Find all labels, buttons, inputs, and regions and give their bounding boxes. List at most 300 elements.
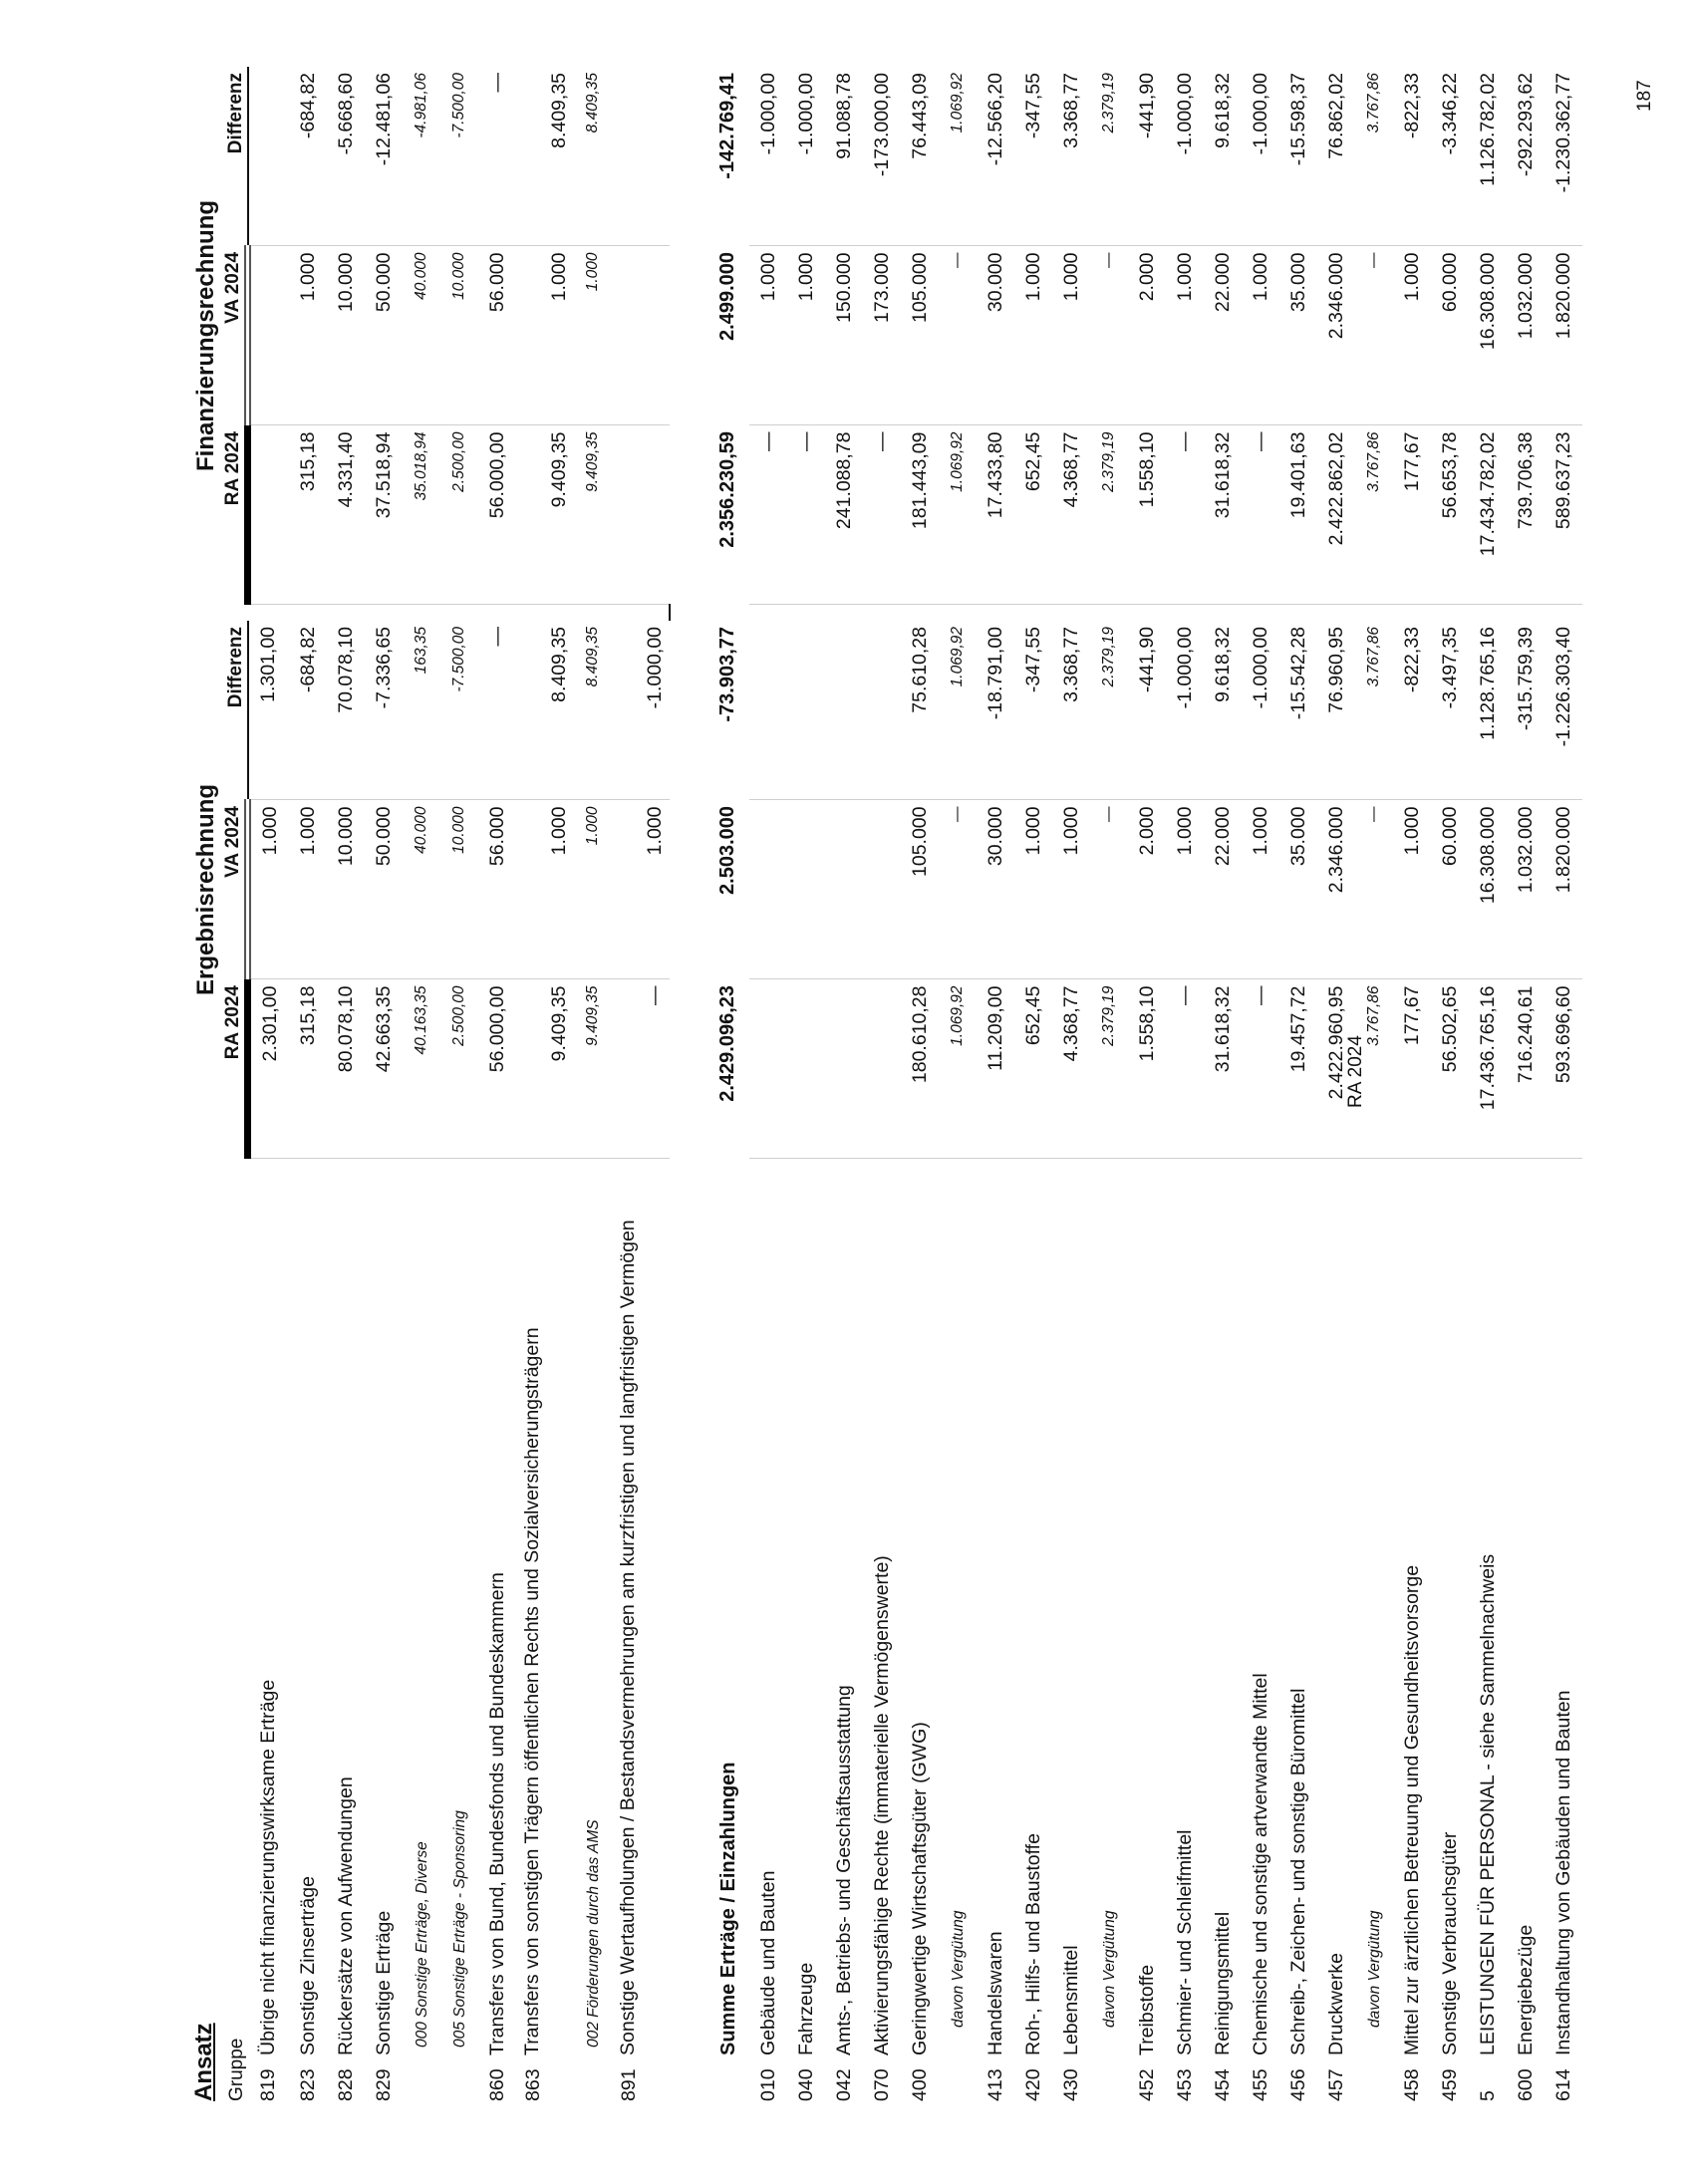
cell-f-va: — xyxy=(1355,246,1393,425)
row-label: davon Vergütung xyxy=(949,1910,967,2028)
ergebnis-header: Ergebnisrechnung xyxy=(192,783,219,996)
row-code xyxy=(670,2055,749,2101)
cell-f-diff: -1.000,00 xyxy=(787,67,825,246)
cell-e-diff: -315.759,39 xyxy=(1507,621,1545,800)
cell-e-va: 1.000 xyxy=(1014,800,1052,979)
row-code xyxy=(1355,2055,1393,2101)
cell-e-ra: 2.422.960,95 xyxy=(1317,979,1355,1159)
table-row xyxy=(1128,67,1166,2101)
cell-e-ra: 177,67 xyxy=(1393,979,1431,1159)
f-ra-header: RA 2024 xyxy=(220,425,248,605)
cell-f-diff: 91.088,78 xyxy=(825,67,863,246)
row-label: Gebäude und Bauten xyxy=(756,1870,779,2055)
cell-f-ra: 739.706,38 xyxy=(1507,425,1545,605)
cell-e-va: 105.000 xyxy=(901,800,939,979)
row-label: 000 Sonstige Erträge, Diverse xyxy=(413,1841,430,2048)
cell-e-diff: 1.301,00 xyxy=(248,621,290,800)
cell-f-ra: — xyxy=(863,425,901,605)
cell-f-ra: 241.088,78 xyxy=(825,425,863,605)
cell-f-diff: 1.069,92 xyxy=(939,67,977,246)
cell-e-ra: 2.429.096,23 xyxy=(716,985,738,1102)
cell-f-diff: -5.668,60 xyxy=(327,67,365,246)
cell-f-va: 50.000 xyxy=(365,246,403,425)
row-code: 042 xyxy=(832,2068,855,2101)
cell-f-va xyxy=(248,246,290,425)
cell-f-ra: 2.379,19 xyxy=(1090,425,1128,605)
table-row xyxy=(403,67,440,2101)
row-code: 453 xyxy=(1173,2068,1196,2101)
cell-f-ra: 589.637,23 xyxy=(1545,425,1582,605)
table-row xyxy=(749,67,787,2101)
row-code xyxy=(440,2055,478,2101)
page-number: 187 xyxy=(1634,80,1655,112)
cell-e-va: 10.000 xyxy=(327,800,365,979)
cell-f-diff: 1.126.782,02 xyxy=(1469,67,1507,246)
cell-f-ra: — xyxy=(1242,425,1279,605)
table-row xyxy=(901,67,939,2101)
table-row xyxy=(1545,67,1582,2101)
cell-e-va: — xyxy=(939,800,977,979)
cell-e-va xyxy=(825,800,863,979)
cell-f-va: 1.000 xyxy=(574,246,612,425)
cell-e-ra: 42.663,35 xyxy=(365,979,403,1159)
cell-f-diff: 8.409,35 xyxy=(516,67,574,246)
row-label: 005 Sonstige Erträge - Sponsoring xyxy=(450,1810,468,2048)
cell-f-diff: -347,55 xyxy=(1014,67,1052,246)
finanzierung-header: Finanzierungsrechnung xyxy=(192,199,219,471)
row-label: LEISTUNGEN FÜR PERSONAL - siehe Sammelnachweis xyxy=(1476,1553,1499,2055)
cell-f-va: 1.000 xyxy=(1393,246,1431,425)
row-label: Lebensmittel xyxy=(1059,1945,1082,2055)
cell-f-ra: 31.618,32 xyxy=(1204,425,1242,605)
row-label: Roh-, Hilfs- und Baustoffe xyxy=(1021,1833,1044,2055)
cell-f-va xyxy=(612,246,670,425)
cell-f-diff: -292.293,62 xyxy=(1507,67,1545,246)
cell-f-va: 1.000 xyxy=(749,246,787,425)
cell-e-diff: -15.542,28 xyxy=(1279,621,1317,800)
row-label: davon Vergütung xyxy=(1365,1910,1383,2028)
cell-e-diff: 163,35 xyxy=(403,621,440,800)
cell-e-diff: 8.409,35 xyxy=(574,621,612,800)
cell-e-ra: 3.767,86 xyxy=(1355,979,1393,1159)
cell-f-diff xyxy=(248,67,290,246)
cell-f-ra: 17.433,80 xyxy=(977,425,1014,605)
row-code: 5 xyxy=(1476,2090,1499,2101)
table-row xyxy=(977,67,1014,2101)
cell-f-ra: 177,67 xyxy=(1393,425,1431,605)
cell-e-diff xyxy=(825,621,863,800)
row-label: Sonstige Zinserträge xyxy=(296,1876,319,2055)
cell-e-va: 30.000 xyxy=(977,800,1014,979)
row-label: Schmier- und Schleifmittel xyxy=(1173,1829,1196,2055)
cell-f-ra: 2.356.230,59 xyxy=(716,430,738,548)
budget-table xyxy=(172,67,1582,2101)
cell-f-ra: 2.500,00 xyxy=(440,425,478,605)
cell-e-ra: 180.610,28 xyxy=(901,979,939,1159)
cell-f-diff: -684,82 xyxy=(289,67,327,246)
cell-e-va: 56.000 xyxy=(478,800,516,979)
cell-e-ra: 9.409,35 xyxy=(574,979,612,1159)
cell-e-diff: -7.336,65 xyxy=(365,621,403,800)
cell-f-diff: -7.500,00 xyxy=(440,67,478,246)
cell-e-ra: 2.301,00 xyxy=(248,979,290,1159)
cell-f-diff: 3.767,86 xyxy=(1355,67,1393,246)
table-row xyxy=(612,67,670,2101)
table-row xyxy=(1052,67,1090,2101)
cell-e-diff: 8.409,35 xyxy=(516,621,574,800)
cell-f-va: 1.000 xyxy=(1242,246,1279,425)
cell-e-ra xyxy=(749,979,787,1159)
table-row xyxy=(1242,67,1279,2101)
row-code: 819 xyxy=(256,2068,279,2101)
cell-e-diff: -1.000,00 xyxy=(1166,621,1204,800)
table-row xyxy=(825,67,863,2101)
cell-e-va: 16.308.000 xyxy=(1469,800,1507,979)
cell-f-ra: 9.409,35 xyxy=(574,425,612,605)
f-diff-header: Differenz xyxy=(220,67,248,246)
cell-f-va: — xyxy=(1090,246,1128,425)
cell-e-ra: 31.618,32 xyxy=(1204,979,1242,1159)
row-code: 452 xyxy=(1135,2068,1158,2101)
row-code: 430 xyxy=(1059,2068,1082,2101)
table-row xyxy=(478,67,516,2101)
cell-e-ra: 19.457,72 xyxy=(1279,979,1317,1159)
row-code: 860 xyxy=(485,2068,508,2101)
cell-f-diff: -1.230.362,77 xyxy=(1545,67,1582,246)
cell-f-diff: 76.443,09 xyxy=(901,67,939,246)
cell-f-va: 173.000 xyxy=(863,246,901,425)
cell-e-diff: — xyxy=(478,621,516,800)
f-va-header: VA 2024 xyxy=(220,246,248,425)
table-row xyxy=(863,67,901,2101)
cell-e-va: 1.000 xyxy=(248,800,290,979)
cell-e-ra: 11.209,00 xyxy=(977,979,1014,1159)
cell-e-ra xyxy=(825,979,863,1159)
table-row xyxy=(1469,67,1507,2101)
cell-f-ra xyxy=(248,425,290,605)
cell-f-va: 2.346.000 xyxy=(1317,246,1355,425)
cell-e-diff: -1.000,00 xyxy=(612,621,670,800)
ansatz-title: Ansatz xyxy=(190,2023,217,2101)
row-code: 459 xyxy=(1438,2068,1461,2101)
table-row xyxy=(939,67,977,2101)
cell-f-diff: -822,33 xyxy=(1393,67,1431,246)
cell-e-ra: 2.379,19 xyxy=(1090,979,1128,1159)
cell-e-va: 1.000 xyxy=(1393,800,1431,979)
table-row xyxy=(516,67,574,2101)
cell-f-va: 30.000 xyxy=(977,246,1014,425)
cell-e-diff: -73.903,77 xyxy=(716,626,738,722)
cell-e-va: — xyxy=(1090,800,1128,979)
cell-e-diff xyxy=(749,621,787,800)
row-code: 400 xyxy=(908,2068,931,2101)
row-label: Transfers von sonstigen Trägern öffentlichen Rechts und Sozialversicherungsträgern xyxy=(521,1327,543,2055)
cell-e-va: 50.000 xyxy=(365,800,403,979)
cell-e-ra: 1.069,92 xyxy=(939,979,977,1159)
row-code: 454 xyxy=(1211,2068,1234,2101)
table-row xyxy=(1431,67,1469,2101)
cell-e-ra: 1.558,10 xyxy=(1128,979,1166,1159)
cell-f-va: 150.000 xyxy=(825,246,863,425)
cell-f-va: 1.000 xyxy=(516,246,574,425)
cell-f-ra: 56.000,00 xyxy=(478,425,516,605)
row-code xyxy=(403,2055,440,2101)
cell-f-va: 2.000 xyxy=(1128,246,1166,425)
cell-f-diff: 2.379,19 xyxy=(1090,67,1128,246)
cell-f-ra: — xyxy=(787,425,825,605)
row-code: 010 xyxy=(756,2068,779,2101)
cell-e-ra: 80.078,10 xyxy=(327,979,365,1159)
cell-f-va: 1.000 xyxy=(1052,246,1090,425)
cell-e-ra: 56.000,00 xyxy=(478,979,516,1159)
row-code: 863 xyxy=(522,2068,544,2101)
cell-f-ra: — xyxy=(749,425,787,605)
ansatz-header xyxy=(172,1159,220,2101)
row-code xyxy=(939,2055,977,2101)
table-row xyxy=(670,67,749,2101)
row-code xyxy=(1090,2055,1128,2101)
row-code: 070 xyxy=(870,2068,893,2101)
cell-e-diff: -441,90 xyxy=(1128,621,1166,800)
cell-e-va: 60.000 xyxy=(1431,800,1469,979)
cell-e-va xyxy=(787,800,825,979)
row-code: 829 xyxy=(372,2068,395,2101)
cell-e-ra xyxy=(787,979,825,1159)
cell-f-ra: — xyxy=(1166,425,1204,605)
cell-f-va: 105.000 xyxy=(901,246,939,425)
cell-f-va: 16.308.000 xyxy=(1469,246,1507,425)
cell-e-va: 22.000 xyxy=(1204,800,1242,979)
cell-e-va: 1.000 xyxy=(516,800,574,979)
row-code: 458 xyxy=(1400,2068,1423,2101)
cell-f-diff: — xyxy=(478,67,516,246)
row-label: Energiebezüge xyxy=(1514,1924,1537,2055)
cell-e-va: 1.000 xyxy=(612,800,670,979)
cell-f-ra: 17.434.782,02 xyxy=(1469,425,1507,605)
cell-e-va: 1.820.000 xyxy=(1545,800,1582,979)
row-code: 823 xyxy=(296,2068,319,2101)
cell-f-ra: 9.409,35 xyxy=(516,425,574,605)
cell-e-diff: 70.078,10 xyxy=(327,621,365,800)
row-label: Treibstoffe xyxy=(1135,1964,1158,2055)
cell-e-va: 1.000 xyxy=(1166,800,1204,979)
cell-e-va: — xyxy=(1355,800,1393,979)
row-label: Transfers von Bund, Bundesfonds und Bundeskammern xyxy=(485,1572,508,2055)
table-row xyxy=(574,67,612,2101)
cell-e-diff xyxy=(787,621,825,800)
cell-f-va: 1.032.000 xyxy=(1507,246,1545,425)
cell-e-diff: -822,33 xyxy=(1393,621,1431,800)
cell-e-diff: -684,82 xyxy=(289,621,327,800)
cell-f-va: 60.000 xyxy=(1431,246,1469,425)
cell-f-diff: -15.598,37 xyxy=(1279,67,1317,246)
row-label: Schreib-, Zeichen- und sonstige Büromittel xyxy=(1286,1688,1309,2055)
row-label: davon Vergütung xyxy=(1100,1910,1118,2028)
table-row xyxy=(440,67,478,2101)
row-label: Reinigungsmittel xyxy=(1211,1911,1234,2055)
cell-e-va: 10.000 xyxy=(440,800,478,979)
table-row xyxy=(1507,67,1545,2101)
cell-f-va: 10.000 xyxy=(440,246,478,425)
cell-f-diff: 9.618,32 xyxy=(1204,67,1242,246)
cell-e-ra: 593.696,60 xyxy=(1545,979,1582,1159)
cell-f-diff: -3.346,22 xyxy=(1431,67,1469,246)
cell-e-diff: -7.500,00 xyxy=(440,621,478,800)
cell-f-diff: -142.769,41 xyxy=(716,72,738,179)
cell-e-va: 1.000 xyxy=(1052,800,1090,979)
cell-f-ra: 4.331,40 xyxy=(327,425,365,605)
cell-f-va: 56.000 xyxy=(478,246,516,425)
cell-e-ra: 9.409,35 xyxy=(516,979,574,1159)
table-row xyxy=(1014,67,1052,2101)
cell-e-va: 1.000 xyxy=(289,800,327,979)
cell-f-diff: -441,90 xyxy=(1128,67,1166,246)
e-va-header: VA 2024 xyxy=(220,800,248,979)
cell-f-va: 2.499.000 xyxy=(716,251,738,341)
cell-e-diff: 9.618,32 xyxy=(1204,621,1242,800)
table-row xyxy=(787,67,825,2101)
cell-e-diff: 1.069,92 xyxy=(939,621,977,800)
cell-f-va: 35.000 xyxy=(1279,246,1317,425)
cell-e-diff: -3.497,35 xyxy=(1431,621,1469,800)
cell-e-diff: 1.128.765,16 xyxy=(1469,621,1507,800)
cell-f-ra: 2.422.862,02 xyxy=(1317,425,1355,605)
cell-e-ra: 716.240,61 xyxy=(1507,979,1545,1159)
cell-e-va xyxy=(863,800,901,979)
cell-e-diff: 76.960,95 xyxy=(1317,621,1355,800)
cell-e-va: 1.000 xyxy=(574,800,612,979)
cell-f-va: 22.000 xyxy=(1204,246,1242,425)
cell-e-diff xyxy=(863,621,901,800)
row-code: 455 xyxy=(1249,2068,1271,2101)
row-code: 614 xyxy=(1552,2068,1574,2101)
cell-f-ra: 315,18 xyxy=(289,425,327,605)
cell-f-diff xyxy=(612,67,670,246)
table-row xyxy=(365,67,403,2101)
row-code: 828 xyxy=(334,2068,357,2101)
cell-e-diff: -1.000,00 xyxy=(1242,621,1279,800)
cell-e-diff: -1.226.303,40 xyxy=(1545,621,1582,800)
cell-f-diff: -1.000,00 xyxy=(749,67,787,246)
cell-f-va: 1.000 xyxy=(1014,246,1052,425)
cell-f-va: 1.000 xyxy=(1166,246,1204,425)
cell-f-ra xyxy=(612,425,670,605)
cell-f-ra: 3.767,86 xyxy=(1355,425,1393,605)
cell-f-diff: 8.409,35 xyxy=(574,67,612,246)
cell-e-va: 1.000 xyxy=(1242,800,1279,979)
cell-f-diff: -1.000,00 xyxy=(1166,67,1204,246)
cell-f-va: 10.000 xyxy=(327,246,365,425)
gruppe-header: Gruppe xyxy=(225,2038,247,2101)
cell-e-ra: 652,45 xyxy=(1014,979,1052,1159)
cell-e-ra: 17.436.765,16 xyxy=(1469,979,1507,1159)
cell-e-va: 2.000 xyxy=(1128,800,1166,979)
row-code: 457 xyxy=(1324,2068,1347,2101)
cell-e-ra: — xyxy=(612,979,670,1159)
row-label: Druckwerke xyxy=(1324,1953,1347,2055)
table-body xyxy=(248,67,1583,2101)
row-label: Sonstige Verbrauchsgüter xyxy=(1438,1831,1461,2055)
cell-e-ra: 40.163,35 xyxy=(403,979,440,1159)
cell-f-ra: 652,45 xyxy=(1014,425,1052,605)
cell-e-va: 2.503.000 xyxy=(716,806,738,895)
cell-e-ra: — xyxy=(1242,979,1279,1159)
row-label: Fahrzeuge xyxy=(794,1962,817,2055)
cell-f-ra: 1.069,92 xyxy=(939,425,977,605)
row-label: Chemische und sonstige artverwandte Mittel xyxy=(1249,1673,1271,2055)
cell-f-diff: -12.481,06 xyxy=(365,67,403,246)
cell-f-va: 40.000 xyxy=(403,246,440,425)
row-label: Instandhaltung von Gebäuden und Bauten xyxy=(1552,1690,1574,2055)
row-code: 040 xyxy=(794,2068,817,2101)
cell-f-va: 1.820.000 xyxy=(1545,246,1582,425)
table-row xyxy=(1166,67,1204,2101)
cell-f-diff: -173.000,00 xyxy=(863,67,901,246)
table-row xyxy=(1279,67,1317,2101)
row-label: Sonstige Wertaufholungen / Bestandsvermehrungen am kurzfristigen und langfristigen Vermögen xyxy=(617,1220,639,2055)
row-code: 420 xyxy=(1021,2068,1044,2101)
cell-f-diff: -1.000,00 xyxy=(1242,67,1279,246)
cell-f-va: — xyxy=(939,246,977,425)
row-label: Übrige nicht finanzierungswirksame Erträge xyxy=(256,1679,279,2055)
cell-f-diff: -4.981,06 xyxy=(403,67,440,246)
row-code xyxy=(574,2055,612,2101)
cell-e-va: 40.000 xyxy=(403,800,440,979)
table-row xyxy=(1090,67,1128,2101)
cell-e-diff: -347,55 xyxy=(1014,621,1052,800)
row-label: Amts-, Betriebs- und Geschäftsausstattung xyxy=(832,1685,855,2055)
row-code: 891 xyxy=(618,2068,640,2101)
row-label: Summe Erträge / Einzahlungen xyxy=(717,1762,739,2055)
cell-f-diff: -12.566,20 xyxy=(977,67,1014,246)
table-row xyxy=(1204,67,1242,2101)
e-diff-header: Differenz xyxy=(220,621,248,800)
row-code: 413 xyxy=(984,2068,1006,2101)
cell-e-ra: 2.500,00 xyxy=(440,979,478,1159)
cell-e-ra xyxy=(863,979,901,1159)
table-row xyxy=(1393,67,1431,2101)
cell-f-ra: 1.558,10 xyxy=(1128,425,1166,605)
row-label: Handelswaren xyxy=(984,1931,1006,2055)
cell-e-ra: — xyxy=(1166,979,1204,1159)
row-label: Mittel zur ärztlichen Betreuung und Gesundheitsvorsorge xyxy=(1400,1564,1423,2055)
cell-e-va: 2.346.000 xyxy=(1317,800,1355,979)
row-label: Rückersätze von Aufwendungen xyxy=(334,1776,357,2055)
cell-e-diff: 3.767,86 xyxy=(1355,621,1393,800)
table-row xyxy=(327,67,365,2101)
cell-f-va: 1.000 xyxy=(289,246,327,425)
row-label: Aktivierungsfähige Rechte (immaterielle Vermögenswerte) xyxy=(870,1555,893,2055)
row-label: Sonstige Erträge xyxy=(372,1910,395,2055)
cell-f-ra: 181.443,09 xyxy=(901,425,939,605)
row-label: Geringwertige Wirtschaftsgüter (GWG) xyxy=(908,1722,931,2055)
cell-e-diff: -18.791,00 xyxy=(977,621,1014,800)
cell-f-ra: 35.018,94 xyxy=(403,425,440,605)
cell-e-diff: 3.368,77 xyxy=(1052,621,1090,800)
cell-e-va: 35.000 xyxy=(1279,800,1317,979)
cell-e-va: 1.032.000 xyxy=(1507,800,1545,979)
cell-f-diff: 76.862,02 xyxy=(1317,67,1355,246)
table-row xyxy=(289,67,327,2101)
row-code: 600 xyxy=(1514,2068,1537,2101)
cell-f-va: 1.000 xyxy=(787,246,825,425)
cell-f-ra: 56.653,78 xyxy=(1431,425,1469,605)
cell-f-ra: 19.401,63 xyxy=(1279,425,1317,605)
cell-e-ra: 315,18 xyxy=(289,979,327,1159)
cell-f-ra: 37.518,94 xyxy=(365,425,403,605)
table-row xyxy=(248,67,290,2101)
cell-e-diff: 75.610,28 xyxy=(901,621,939,800)
